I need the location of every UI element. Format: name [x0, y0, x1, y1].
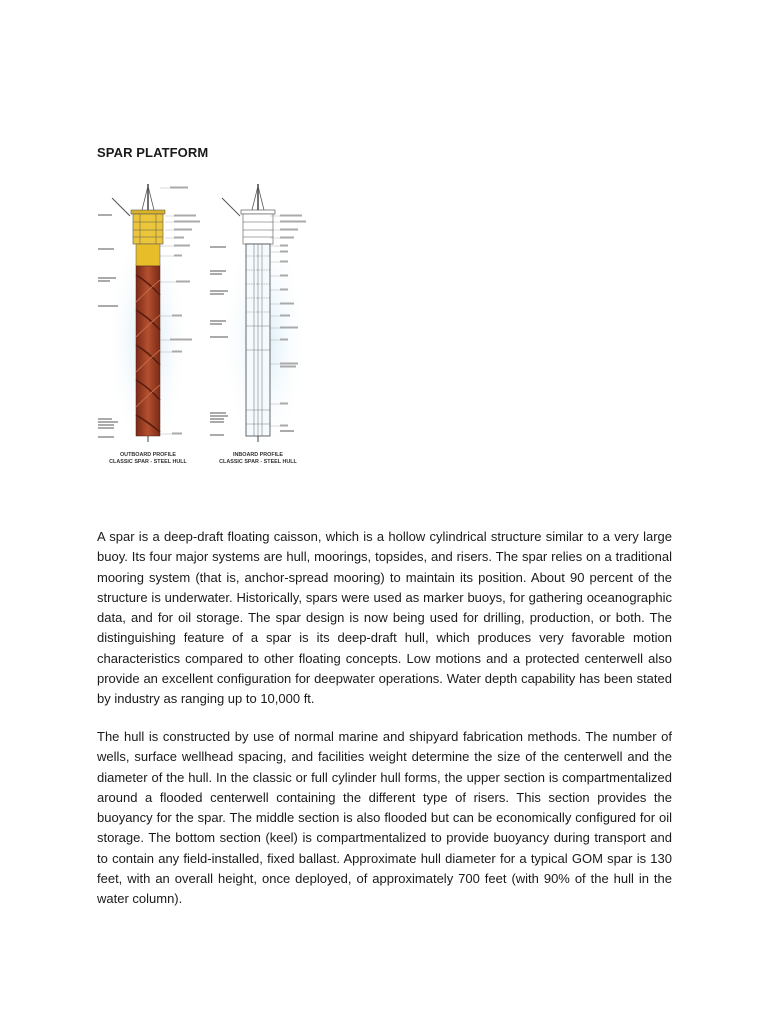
spar-diagram-figure	[96, 180, 346, 472]
page-title: SPAR PLATFORM	[97, 145, 209, 160]
spar-diagram	[96, 180, 346, 472]
body-paragraph-2: The hull is constructed by use of normal marine and shipyard fabrication methods. The number of wells, surface wellhead spacing, and facilities weight determine the size of the centerwell and the diameter of the hull. In the classic or full cylinder hull forms, the upper section is compartmentalized around a flooded centerwell containing the different type of risers. This section provides the buoyancy for the spar. The middle section is also flooded but can be economically configured for oil storage. The bottom section (keel) is compartmentalized to provide buoyancy during transport and to contain any field-installed, fixed ballast. Approximate hull diameter for a typical GOM spar is 130 feet, with an overall height, once deployed, of approximately 700 feet (with 90% of the hull in the water column).	[97, 729, 672, 907]
inboard-caption-line2: CLASSIC SPAR - STEEL HULL	[219, 459, 297, 465]
outboard-caption-line1: OUTBOARD PROFILE	[119, 452, 177, 458]
outboard-profile	[98, 184, 200, 465]
inboard-caption-line1: INBOARD PROFILE	[232, 452, 284, 458]
body-paragraph-1: A spar is a deep-draft floating caisson, which is a hollow cylindrical structure similar to a very large buoy. Its four major systems are hull, moorings, topsides, and risers. The spar relies on a traditional mooring system (that is, anchor-spread mooring) to maintain its position. About 90 percent of the structure is underwater. Historically, spars were used as marker buoys, for gathering oceanographic data, and for oil storage. The spar design is now being used for drilling, production, or both. The distinguishing feature of a spar is its deep-draft hull, which produces very favorable motion characteristics compared to other floating concepts. Low motions and a protected centerwell also provide an excellent configuration for deepwater operations. Water depth capability has been stated by industry as ranging up to 10,000 ft.	[97, 529, 672, 707]
inboard-profile	[210, 184, 308, 465]
outboard-caption-line2: CLASSIC SPAR - STEEL HULL	[109, 459, 187, 465]
